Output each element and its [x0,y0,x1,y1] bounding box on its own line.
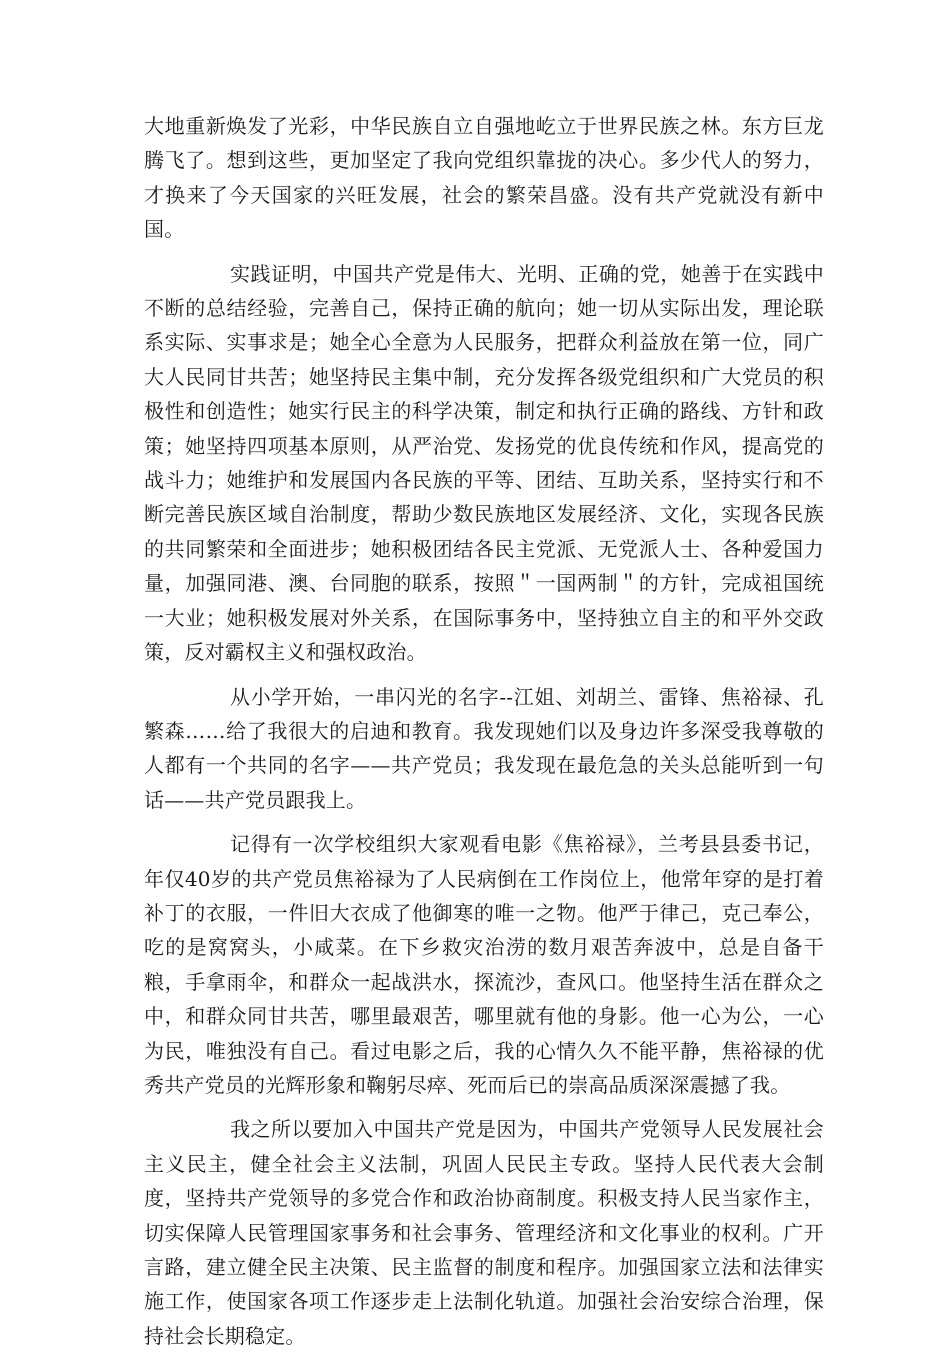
paragraph-1: 大地重新焕发了光彩，中华民族自立自强地屹立于世界民族之林。东方巨龙腾飞了。想到这些，更加坚定了我向党组织靠拢的决心。多少代人的努力，才换来了今天国家的兴旺发展，社会的繁荣昌盛。没有共产党就没有新中国。 [144,114,824,242]
paragraph-4: 记得有一次学校组织大家观看电影《焦裕禄》，兰考县县委书记，年仅40岁的共产党员焦裕禄为了人民病倒在工作岗位上，他常年穿的是打着补丁的衣服，一件旧大衣成了他御寒的唯一之物。他严于律己，克己奉公，吃的是窝窝头，小咸菜。在下乡救灾治涝的数月艰苦奔波中，总是自备干粮，手拿雨伞，和群众一起战洪水，探流沙，查风口。他坚持生活在群众之中，和群众同甘共苦，哪里最艰苦，哪里就有他的身影。他一心为公，一心为民，唯独没有自己。看过电影之后，我的心情久久不能平静，焦裕禄的优秀共产党员的光辉形象和鞠躬尽瘁、死而后已的崇高品质深深震撼了我。 [144,832,824,1097]
document-page [144,109,824,1353]
paragraph-3: 从小学开始，一串闪光的名字--江姐、刘胡兰、雷锋、焦裕禄、孔繁森……给了我很大的启迪和教育。我发现她们以及身边许多深受我尊敬的人都有一个共同的名字——共产党员；我发现在最危急的关头总能听到一句话——共产党员跟我上。 [144,684,824,812]
paragraph-2: 实践证明，中国共产党是伟大、光明、正确的党，她善于在实践中不断的总结经验，完善自己，保持正确的航向；她一切从实际出发，理论联系实际、实事求是；她全心全意为人民服务，把群众利益放在第一位，同广大人民同甘共苦；她坚持民主集中制，充分发挥各级党组织和广大党员的积极性和创造性；她实行民主的科学决策，制定和执行正确的路线、方针和政策；她坚持四项基本原则，从严治党、发扬党的优良传统和作风，提高党的战斗力；她维护和发展国内各民族的平等、团结、互助关系，坚持实行和不断完善民族区域自治制度，帮助少数民族地区发展经济、文化，实现各民族的共同繁荣和全面进步；她积极团结各民主党派、无党派人士、各种爱国力量，加强同港、澳、台同胞的联系，按照＂一国两制＂的方针，完成祖国统一大业；她积极发展对外关系，在国际事务中，坚持独立自主的和平外交政策，反对霸权主义和强权政治。 [144,261,824,665]
paragraph-5: 我之所以要加入中国共产党是因为，中国共产党领导人民发展社会主义民主，健全社会主义法制，巩固人民民主专政。坚持人民代表大会制度，坚持共产党领导的多党合作和政治协商制度。积极支持人民当家作主，切实保障人民管理国家事务和社会事务、管理经济和文化事业的权利。广开言路，建立健全民主决策、民主监督的制度和程序。加强国家立法和法律实施工作，使国家各项工作逐步走上法制化轨道。加强社会治安综合治理，保持社会长期稳定。 [144,1117,824,1348]
